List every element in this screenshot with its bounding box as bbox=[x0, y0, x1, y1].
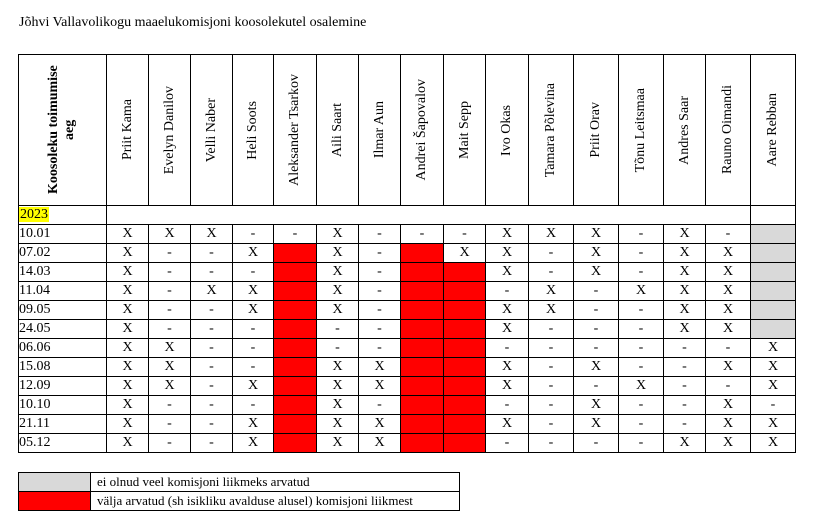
attendance-cell: - bbox=[529, 396, 574, 415]
table-row bbox=[19, 225, 796, 244]
attendance-cell: X bbox=[107, 434, 149, 453]
date-column-header bbox=[19, 55, 107, 206]
attendance-cell: X bbox=[619, 377, 664, 396]
attendance-cell bbox=[444, 358, 486, 377]
attendance-cell: - bbox=[529, 339, 574, 358]
attendance-cell: X bbox=[529, 301, 574, 320]
attendance-cell: - bbox=[359, 339, 401, 358]
member-name: Velli Naber bbox=[203, 97, 219, 163]
attendance-cell: X bbox=[107, 301, 149, 320]
attendance-cell: - bbox=[619, 415, 664, 434]
attendance-cell: - bbox=[401, 225, 444, 244]
attendance-cell: X bbox=[317, 377, 359, 396]
member-name: Rauno Oimandi bbox=[720, 85, 735, 175]
attendance-cell bbox=[401, 282, 444, 301]
attendance-cell bbox=[401, 320, 444, 339]
member-name: Ilmar Aun bbox=[371, 101, 387, 159]
member-header bbox=[529, 55, 574, 206]
attendance-cell: X bbox=[359, 415, 401, 434]
legend-swatch-red bbox=[19, 492, 91, 511]
attendance-cell: - bbox=[233, 358, 274, 377]
attendance-cell bbox=[274, 358, 317, 377]
legend-text: ei olnud veel komisjoni liikmeks arvatud bbox=[91, 473, 460, 492]
attendance-cell: X bbox=[317, 396, 359, 415]
member-name: Aare Rebban bbox=[765, 93, 780, 167]
member-name: Tamara Põlevina bbox=[543, 82, 558, 178]
attendance-cell: - bbox=[191, 339, 233, 358]
attendance-cell: X bbox=[574, 263, 619, 282]
attendance-cell: X bbox=[359, 377, 401, 396]
table-row bbox=[19, 263, 796, 282]
attendance-cell bbox=[274, 396, 317, 415]
attendance-cell: - bbox=[574, 320, 619, 339]
table-row bbox=[19, 244, 796, 263]
attendance-cell: X bbox=[751, 415, 796, 434]
attendance-cell: X bbox=[664, 434, 706, 453]
attendance-cell bbox=[274, 339, 317, 358]
attendance-cell bbox=[401, 263, 444, 282]
table-row bbox=[19, 301, 796, 320]
member-header bbox=[233, 55, 274, 206]
member-header bbox=[149, 55, 191, 206]
attendance-cell bbox=[401, 434, 444, 453]
attendance-cell: X bbox=[486, 301, 529, 320]
attendance-cell: - bbox=[191, 244, 233, 263]
member-name: Aili Saart bbox=[329, 102, 345, 158]
attendance-cell bbox=[751, 263, 796, 282]
year-cell bbox=[19, 206, 107, 225]
member-header bbox=[751, 55, 796, 206]
attendance-cell: - bbox=[706, 225, 751, 244]
legend-text: välja arvatud (sh isikliku avalduse alusel) komisjoni liikmest bbox=[91, 492, 460, 511]
attendance-cell: X bbox=[706, 301, 751, 320]
attendance-cell: X bbox=[191, 225, 233, 244]
table-row bbox=[19, 282, 796, 301]
member-header bbox=[444, 55, 486, 206]
attendance-cell: X bbox=[317, 282, 359, 301]
attendance-cell: X bbox=[664, 301, 706, 320]
member-header bbox=[664, 55, 706, 206]
attendance-cell: X bbox=[149, 225, 191, 244]
attendance-cell: - bbox=[619, 434, 664, 453]
attendance-cell: - bbox=[619, 339, 664, 358]
attendance-cell: - bbox=[619, 320, 664, 339]
attendance-cell bbox=[274, 244, 317, 263]
attendance-cell bbox=[444, 263, 486, 282]
attendance-cell: - bbox=[233, 396, 274, 415]
attendance-cell: - bbox=[191, 263, 233, 282]
member-header bbox=[191, 55, 233, 206]
attendance-cell: - bbox=[619, 301, 664, 320]
attendance-cell: X bbox=[706, 358, 751, 377]
attendance-cell: - bbox=[191, 301, 233, 320]
attendance-cell: - bbox=[619, 358, 664, 377]
attendance-cell: - bbox=[529, 320, 574, 339]
member-name: Priit Orav bbox=[588, 102, 603, 158]
attendance-cell bbox=[274, 301, 317, 320]
attendance-cell: X bbox=[107, 320, 149, 339]
meeting-date: 12.09 bbox=[19, 377, 107, 396]
table-row bbox=[19, 396, 796, 415]
table-row bbox=[19, 320, 796, 339]
attendance-cell: - bbox=[619, 263, 664, 282]
attendance-cell bbox=[444, 301, 486, 320]
header-row bbox=[19, 55, 796, 206]
attendance-cell: X bbox=[317, 225, 359, 244]
attendance-cell bbox=[274, 434, 317, 453]
attendance-cell: X bbox=[574, 396, 619, 415]
attendance-cell: X bbox=[619, 282, 664, 301]
attendance-cell: - bbox=[274, 225, 317, 244]
member-header bbox=[619, 55, 664, 206]
attendance-cell: X bbox=[317, 415, 359, 434]
attendance-cell: X bbox=[664, 225, 706, 244]
attendance-cell bbox=[401, 358, 444, 377]
attendance-cell: - bbox=[359, 244, 401, 263]
attendance-cell: X bbox=[706, 396, 751, 415]
attendance-cell: - bbox=[359, 301, 401, 320]
attendance-cell: X bbox=[574, 244, 619, 263]
attendance-cell: X bbox=[486, 358, 529, 377]
attendance-cell: X bbox=[107, 225, 149, 244]
attendance-cell: X bbox=[444, 244, 486, 263]
meeting-date: 09.05 bbox=[19, 301, 107, 320]
attendance-cell: X bbox=[107, 358, 149, 377]
attendance-cell: - bbox=[486, 339, 529, 358]
attendance-cell bbox=[751, 282, 796, 301]
meeting-date: 24.05 bbox=[19, 320, 107, 339]
attendance-cell: - bbox=[619, 396, 664, 415]
member-name: Ivo Okas bbox=[499, 104, 514, 156]
attendance-cell: X bbox=[317, 263, 359, 282]
attendance-cell bbox=[444, 434, 486, 453]
attendance-cell bbox=[274, 282, 317, 301]
attendance-cell bbox=[401, 396, 444, 415]
meeting-date: 15.08 bbox=[19, 358, 107, 377]
attendance-cell: - bbox=[233, 263, 274, 282]
attendance-cell: X bbox=[107, 263, 149, 282]
attendance-cell: X bbox=[574, 415, 619, 434]
attendance-cell: - bbox=[149, 282, 191, 301]
member-name: Andrei Šapovalov bbox=[414, 79, 429, 181]
attendance-cell: X bbox=[751, 339, 796, 358]
attendance-cell bbox=[751, 301, 796, 320]
attendance-cell: - bbox=[191, 377, 233, 396]
attendance-cell: X bbox=[664, 282, 706, 301]
attendance-cell: - bbox=[619, 244, 664, 263]
attendance-cell: - bbox=[233, 225, 274, 244]
attendance-cell: - bbox=[359, 263, 401, 282]
attendance-cell: - bbox=[191, 396, 233, 415]
attendance-cell: - bbox=[664, 396, 706, 415]
attendance-cell: X bbox=[359, 434, 401, 453]
attendance-cell: X bbox=[233, 244, 274, 263]
attendance-cell: X bbox=[486, 263, 529, 282]
attendance-cell bbox=[274, 263, 317, 282]
attendance-cell: X bbox=[486, 377, 529, 396]
member-header bbox=[706, 55, 751, 206]
member-name: Evelyn Danilov bbox=[161, 85, 177, 175]
attendance-cell: - bbox=[529, 244, 574, 263]
year-row-last bbox=[751, 206, 796, 225]
member-header bbox=[486, 55, 529, 206]
member-header bbox=[274, 55, 317, 206]
attendance-cell: X bbox=[107, 396, 149, 415]
legend-swatch-grey bbox=[19, 473, 91, 492]
attendance-cell bbox=[444, 377, 486, 396]
attendance-table bbox=[18, 54, 796, 453]
attendance-cell: X bbox=[706, 415, 751, 434]
attendance-cell: X bbox=[233, 301, 274, 320]
attendance-cell: - bbox=[664, 377, 706, 396]
attendance-cell bbox=[401, 301, 444, 320]
attendance-cell: - bbox=[486, 434, 529, 453]
attendance-cell: - bbox=[233, 339, 274, 358]
attendance-cell: X bbox=[149, 358, 191, 377]
attendance-cell: X bbox=[664, 320, 706, 339]
attendance-cell: X bbox=[664, 244, 706, 263]
attendance-cell bbox=[274, 377, 317, 396]
attendance-cell: X bbox=[107, 339, 149, 358]
member-header bbox=[574, 55, 619, 206]
attendance-cell bbox=[401, 244, 444, 263]
attendance-cell: X bbox=[486, 320, 529, 339]
page-title: Jõhvi Vallavolikogu maaelukomisjoni koosolekutel osalemine bbox=[19, 15, 367, 30]
table-row bbox=[19, 339, 796, 358]
attendance-cell bbox=[274, 320, 317, 339]
attendance-cell: X bbox=[317, 301, 359, 320]
attendance-cell: X bbox=[706, 263, 751, 282]
attendance-cell: - bbox=[664, 358, 706, 377]
attendance-cell: X bbox=[529, 225, 574, 244]
meeting-date: 11.04 bbox=[19, 282, 107, 301]
attendance-cell: - bbox=[574, 434, 619, 453]
attendance-cell bbox=[751, 225, 796, 244]
attendance-cell: - bbox=[706, 377, 751, 396]
member-header bbox=[317, 55, 359, 206]
meeting-date: 10.10 bbox=[19, 396, 107, 415]
legend bbox=[18, 472, 460, 511]
table-row bbox=[19, 377, 796, 396]
meeting-date: 14.03 bbox=[19, 263, 107, 282]
meeting-date: 21.11 bbox=[19, 415, 107, 434]
legend-row bbox=[19, 473, 460, 492]
attendance-cell: - bbox=[149, 434, 191, 453]
attendance-cell: - bbox=[529, 377, 574, 396]
attendance-cell: X bbox=[233, 377, 274, 396]
member-name: Tõnu Leitsmaa bbox=[633, 87, 648, 173]
attendance-cell: - bbox=[359, 225, 401, 244]
attendance-cell: - bbox=[149, 415, 191, 434]
attendance-cell: - bbox=[664, 415, 706, 434]
attendance-cell: X bbox=[706, 282, 751, 301]
attendance-cell: - bbox=[191, 358, 233, 377]
attendance-cell: - bbox=[486, 396, 529, 415]
table-row bbox=[19, 415, 796, 434]
attendance-cell bbox=[274, 415, 317, 434]
attendance-cell: - bbox=[529, 415, 574, 434]
attendance-cell bbox=[444, 282, 486, 301]
attendance-cell: - bbox=[149, 301, 191, 320]
attendance-cell: X bbox=[751, 434, 796, 453]
attendance-cell: X bbox=[107, 377, 149, 396]
attendance-cell: X bbox=[149, 377, 191, 396]
attendance-cell: - bbox=[149, 320, 191, 339]
attendance-cell bbox=[444, 415, 486, 434]
member-name: Heli Soots bbox=[245, 100, 260, 160]
attendance-cell: - bbox=[486, 282, 529, 301]
attendance-cell: X bbox=[359, 358, 401, 377]
table-row bbox=[19, 434, 796, 453]
attendance-cell bbox=[401, 415, 444, 434]
attendance-cell: - bbox=[233, 320, 274, 339]
attendance-cell: X bbox=[751, 377, 796, 396]
attendance-cell: - bbox=[529, 434, 574, 453]
attendance-cell: X bbox=[107, 415, 149, 434]
member-name: Andres Saar bbox=[676, 95, 692, 165]
attendance-cell: - bbox=[191, 415, 233, 434]
attendance-cell: - bbox=[751, 396, 796, 415]
attendance-cell: X bbox=[574, 225, 619, 244]
attendance-cell: - bbox=[317, 320, 359, 339]
meeting-date: 06.06 bbox=[19, 339, 107, 358]
attendance-cell: - bbox=[574, 377, 619, 396]
attendance-cell: X bbox=[233, 282, 274, 301]
attendance-cell bbox=[751, 244, 796, 263]
attendance-cell: - bbox=[359, 282, 401, 301]
attendance-cell bbox=[444, 339, 486, 358]
attendance-cell: - bbox=[149, 244, 191, 263]
attendance-cell: - bbox=[529, 263, 574, 282]
year-row-spacer bbox=[107, 206, 751, 225]
attendance-cell: X bbox=[317, 244, 359, 263]
attendance-cell: X bbox=[317, 434, 359, 453]
attendance-cell: - bbox=[149, 396, 191, 415]
attendance-cell: X bbox=[149, 339, 191, 358]
legend-row bbox=[19, 492, 460, 511]
meeting-date: 10.01 bbox=[19, 225, 107, 244]
member-name: Mait Sepp bbox=[456, 101, 472, 159]
attendance-cell: - bbox=[574, 282, 619, 301]
member-name: Priit Kama bbox=[119, 99, 135, 161]
attendance-cell: - bbox=[574, 301, 619, 320]
attendance-cell: X bbox=[706, 434, 751, 453]
attendance-cell: X bbox=[706, 244, 751, 263]
attendance-cell: X bbox=[529, 282, 574, 301]
attendance-cell: X bbox=[317, 358, 359, 377]
attendance-cell: - bbox=[574, 339, 619, 358]
attendance-cell: X bbox=[751, 358, 796, 377]
attendance-cell: X bbox=[706, 320, 751, 339]
member-header bbox=[401, 55, 444, 206]
attendance-cell bbox=[444, 396, 486, 415]
member-header bbox=[359, 55, 401, 206]
attendance-cell: - bbox=[191, 434, 233, 453]
attendance-cell bbox=[751, 320, 796, 339]
attendance-cell: - bbox=[529, 358, 574, 377]
attendance-cell: - bbox=[359, 320, 401, 339]
attendance-cell: - bbox=[317, 339, 359, 358]
attendance-cell: - bbox=[359, 396, 401, 415]
date-column-header-label: Koosoleku toimumise aeg bbox=[45, 65, 77, 195]
attendance-cell: X bbox=[486, 415, 529, 434]
year-row bbox=[19, 206, 796, 225]
table-row bbox=[19, 358, 796, 377]
attendance-cell: X bbox=[233, 415, 274, 434]
attendance-cell: - bbox=[664, 339, 706, 358]
attendance-cell bbox=[401, 377, 444, 396]
year-label: 2023 bbox=[20, 207, 48, 222]
attendance-cell: - bbox=[444, 225, 486, 244]
attendance-cell: X bbox=[191, 282, 233, 301]
attendance-cell: - bbox=[149, 263, 191, 282]
member-header bbox=[107, 55, 149, 206]
attendance-cell: X bbox=[486, 225, 529, 244]
attendance-cell: X bbox=[574, 358, 619, 377]
meeting-date: 07.02 bbox=[19, 244, 107, 263]
attendance-cell: - bbox=[706, 339, 751, 358]
attendance-cell: X bbox=[107, 282, 149, 301]
attendance-cell bbox=[444, 320, 486, 339]
attendance-cell: X bbox=[664, 263, 706, 282]
attendance-cell: X bbox=[107, 244, 149, 263]
member-name: Aleksander Tsarkov bbox=[287, 74, 302, 186]
attendance-cell: X bbox=[486, 244, 529, 263]
attendance-cell: - bbox=[191, 320, 233, 339]
attendance-cell bbox=[401, 339, 444, 358]
meeting-date: 05.12 bbox=[19, 434, 107, 453]
attendance-cell: - bbox=[619, 225, 664, 244]
attendance-cell: X bbox=[233, 434, 274, 453]
